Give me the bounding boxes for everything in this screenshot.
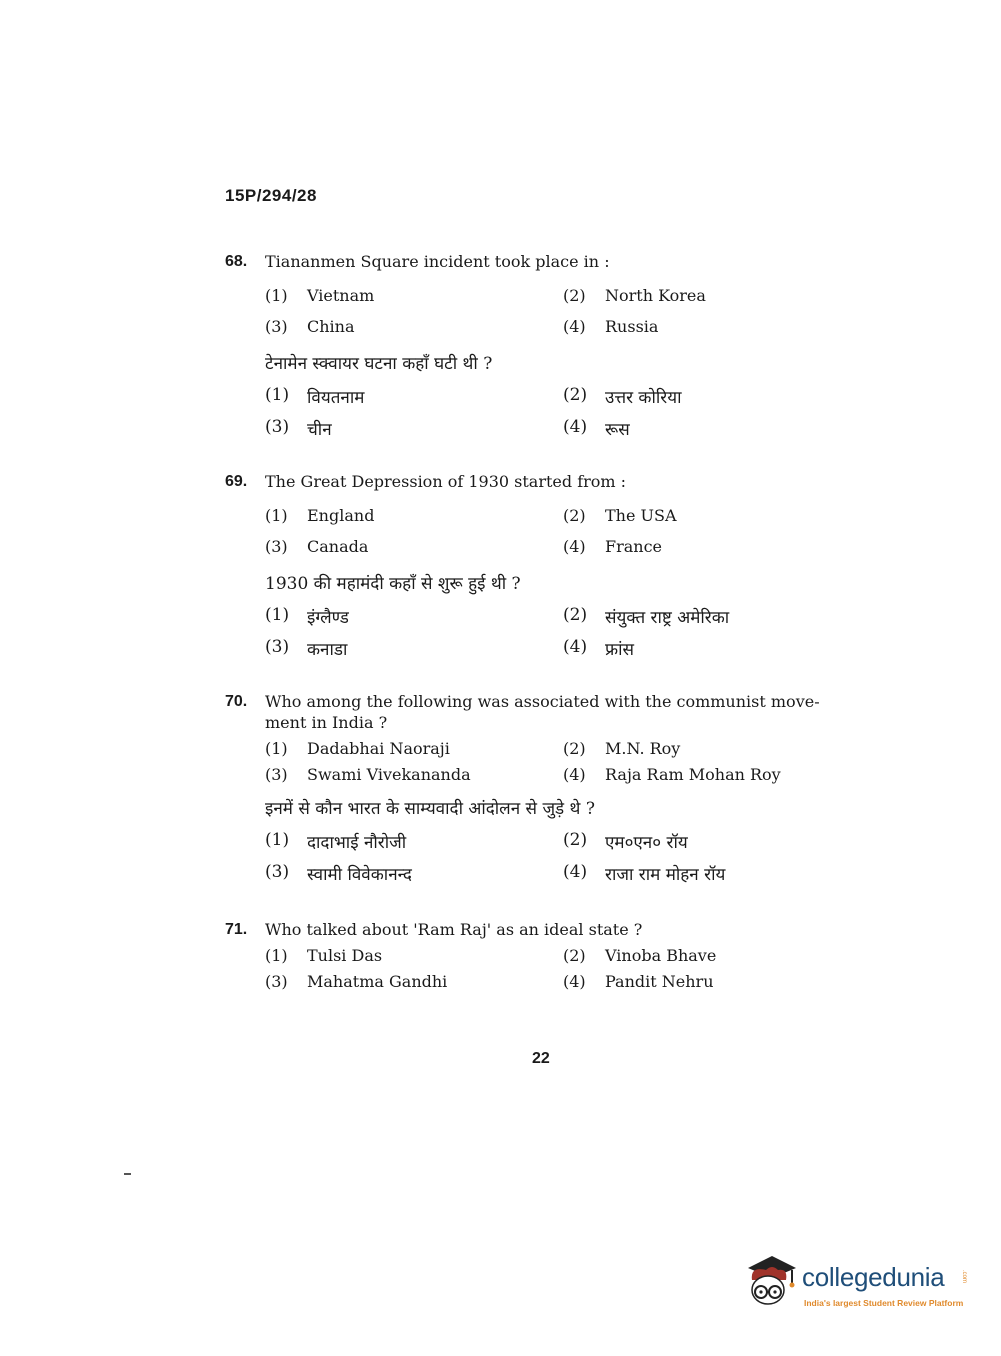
stray-mark — [124, 1173, 131, 1175]
option: (4) Russia — [563, 317, 659, 336]
question-text: 69. The Great Depression of 1930 started from : — [225, 472, 627, 491]
question-text-hindi: 1930 की महामंदी कहाँ से शुरू हुई थी ? — [265, 574, 521, 594]
page-code: 15P/294/28 — [225, 186, 317, 205]
option: (4) Raja Ram Mohan Roy — [563, 764, 781, 784]
option: (2) एम०एन० रॉय — [563, 829, 688, 853]
option: (1) Dadabhai Naoraji — [265, 738, 450, 758]
option: (2) M.N. Roy — [563, 738, 681, 758]
question-number: 69. — [225, 473, 248, 490]
option: (2) उत्तर कोरिया — [563, 384, 682, 408]
option: (4) फ्रांस — [563, 636, 635, 660]
question-text: 70. Who among the following was associated with the communist move- ment in India ? — [225, 692, 820, 732]
option: (1) वियतनाम — [265, 384, 365, 408]
option: (3) चीन — [265, 416, 332, 440]
question-68 — [225, 251, 865, 444]
options-en — [265, 942, 865, 994]
option: (3) China — [265, 317, 355, 336]
option: (3) कनाडा — [265, 636, 348, 660]
option: (4) रूस — [563, 416, 630, 440]
options-hi — [265, 825, 865, 889]
option: (2) संयुक्त राष्ट्र अमेरिका — [563, 604, 730, 628]
question-70 — [225, 691, 865, 889]
brand-suffix: .com — [961, 1270, 967, 1284]
page-number: 22 — [532, 1050, 550, 1067]
option: (1) Vietnam — [265, 286, 375, 305]
options-en — [265, 280, 865, 342]
question-number: 68. — [225, 253, 248, 270]
options-hi — [265, 380, 865, 444]
mascot-icon — [742, 1250, 800, 1312]
options-en — [265, 735, 865, 787]
option: (4) राजा राम मोहन रॉय — [563, 861, 726, 885]
option: (3) Swami Vivekananda — [265, 764, 471, 784]
question-number: 71. — [225, 921, 248, 938]
question-number: 70. — [225, 693, 248, 710]
options-en — [265, 500, 865, 562]
option: (4) France — [563, 537, 663, 556]
question-71 — [225, 919, 865, 994]
option: (2) The USA — [563, 506, 677, 525]
option: (3) स्वामी विवेकानन्द — [265, 861, 412, 885]
question-text-hindi: इनमें से कौन भारत के साम्यवादी आंदोलन से जुड़े थे ? — [265, 799, 595, 819]
option: (2) Vinoba Bhave — [563, 945, 717, 965]
question-text: 68. Tiananmen Square incident took place in : — [225, 252, 610, 271]
brand-tagline: India's largest Student Review Platform — [804, 1298, 964, 1308]
question-69 — [225, 471, 865, 664]
option: (1) Tulsi Das — [265, 945, 383, 965]
brand-name: collegedunia — [802, 1262, 945, 1292]
question-text: 71. Who talked about 'Ram Raj' as an ideal state ? — [225, 920, 643, 939]
options-hi — [265, 600, 865, 664]
option: (2) North Korea — [563, 286, 706, 305]
option: (4) Pandit Nehru — [563, 971, 714, 991]
option: (3) Mahatma Gandhi — [265, 971, 448, 991]
option: (1) दादाभाई नौरोजी — [265, 829, 407, 853]
option: (3) Canada — [265, 537, 369, 556]
option: (1) इंग्लैण्ड — [265, 604, 349, 628]
option: (1) England — [265, 506, 375, 525]
question-text-hindi: टेनामेन स्क्वायर घटना कहाँ घटी थी ? — [265, 354, 493, 374]
collegedunia-logo[interactable] — [742, 1250, 972, 1314]
